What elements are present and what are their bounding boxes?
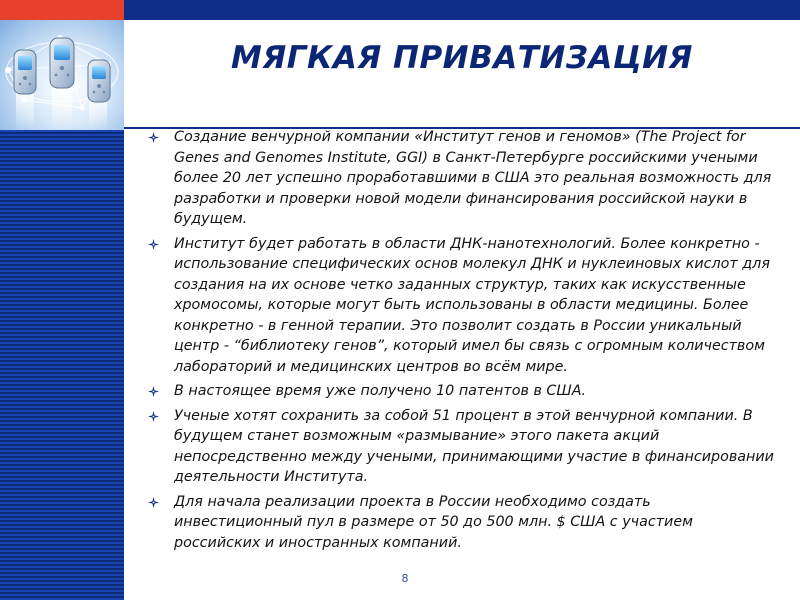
diamond-bullet-icon xyxy=(148,132,159,143)
bullet-list xyxy=(147,127,777,557)
bullet-item xyxy=(147,406,777,488)
diamond-bullet-icon xyxy=(148,239,159,250)
bullet-item xyxy=(147,381,777,402)
bullet-item xyxy=(147,492,777,554)
left-decorative-strip xyxy=(0,130,124,600)
diamond-bullet-icon xyxy=(148,386,159,397)
top-accent-red xyxy=(0,0,124,20)
bullet-text: Институт будет работать в области ДНК-нанотехнологий. Более конкретно - использование специфических основ молекул ДНК и нуклеиновых кислот для создания на их основе четко заданных структур, таких как искусственные хромосомы, которые могут быть использованы в области медицины. Более конкретно - в генной терапии. Это позволит создать в России уникальный центр - “библиотеку генов”, который имел бы связь с огромным количеством лабораторий и медицинских центров во всём мире. xyxy=(174,235,770,375)
page-number: 8 xyxy=(401,572,409,585)
bullet-text: В настоящее время уже получено 10 патентов в США. xyxy=(174,383,587,399)
bullet-text: Создание венчурной компании «Институт генов и геномов» (The Project for Genes and Genomes Institute, GGI) в Санкт-Петербурге российскими учеными более 20 лет успешно проработавшими в США это реальная возможность для разработки и проверки новой модели финансирования российской науки в будущем. xyxy=(174,129,772,227)
phones-illustration-icon xyxy=(0,20,124,130)
bullet-item xyxy=(147,234,777,378)
top-accent-blue xyxy=(124,0,800,20)
bullet-item xyxy=(147,127,777,230)
bullet-text: Для начала реализации проекта в России необходимо создать инвестиционный пул в размере от 50 до 500 млн. $ США с участием российских и иностранных компаний. xyxy=(174,493,693,551)
mobile-phones-image xyxy=(0,20,124,130)
slide-title: МЯГКАЯ ПРИВАТИЗАЦИЯ xyxy=(231,40,693,76)
diamond-bullet-icon xyxy=(148,497,159,508)
diamond-bullet-icon xyxy=(148,411,159,422)
bullet-text: Ученые хотят сохранить за собой 51 процент в этой венчурной компании. В будущем станет возможным «размывание» этого пакета акций непосредственно между учеными, принимающими участие в финансировании деятельности Института. xyxy=(174,407,774,485)
